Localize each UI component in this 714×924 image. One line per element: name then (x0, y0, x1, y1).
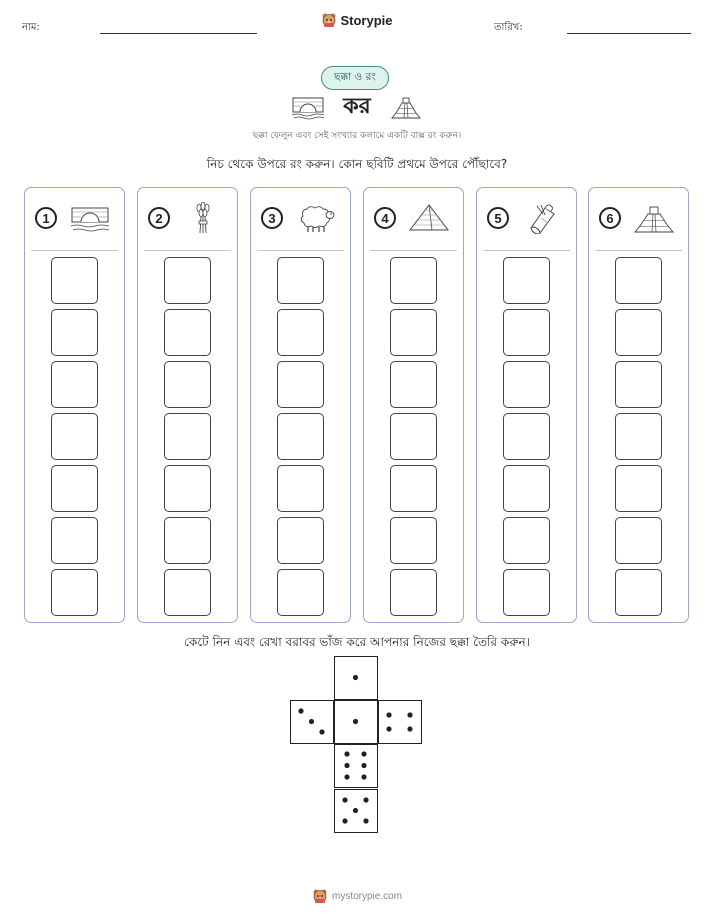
color-box[interactable] (277, 465, 324, 512)
die-face-1 (334, 700, 378, 744)
column-divider (370, 250, 457, 251)
pyramid-icon (408, 202, 450, 234)
column-divider (144, 250, 231, 251)
color-box[interactable] (503, 309, 550, 356)
color-box[interactable] (615, 517, 662, 564)
die-face-6 (334, 744, 378, 788)
color-box[interactable] (390, 413, 437, 460)
date-field[interactable] (567, 33, 691, 34)
color-box[interactable] (390, 569, 437, 616)
step-pyramid-icon (389, 94, 423, 120)
column-number: 6 (599, 207, 621, 229)
color-box[interactable] (615, 413, 662, 460)
column-4 (363, 187, 464, 623)
column-divider (483, 250, 570, 251)
color-box[interactable] (51, 517, 98, 564)
column-number: 4 (374, 207, 396, 229)
activity-badge: ছক্কা ও রং (321, 66, 389, 90)
color-box[interactable] (615, 569, 662, 616)
name-label: নাম: (22, 22, 40, 33)
color-box[interactable] (164, 361, 211, 408)
color-box[interactable] (503, 413, 550, 460)
die-net (290, 656, 426, 836)
die-face-3 (290, 700, 334, 744)
die-face-1 (334, 656, 378, 700)
die-face-2 (378, 700, 422, 744)
color-box[interactable] (51, 309, 98, 356)
color-box[interactable] (51, 465, 98, 512)
color-box[interactable] (164, 517, 211, 564)
stone-bridge-icon (69, 202, 111, 234)
column-3 (250, 187, 351, 623)
color-box[interactable] (503, 465, 550, 512)
column-6 (588, 187, 689, 623)
color-box[interactable] (503, 257, 550, 304)
instruction: নিচ থেকে উপরে রং করুন। কোন ছবিটি প্রথমে উপরে পৌঁছাবে? (206, 157, 508, 171)
column-2 (137, 187, 238, 623)
column-number: 2 (148, 207, 170, 229)
color-box[interactable] (277, 361, 324, 408)
color-box[interactable] (615, 465, 662, 512)
color-box[interactable] (51, 413, 98, 460)
color-box[interactable] (277, 257, 324, 304)
page-title: কর (343, 93, 371, 119)
color-box[interactable] (390, 361, 437, 408)
stone-bridge-icon (291, 94, 325, 120)
step-pyramid-icon (633, 202, 675, 234)
color-box[interactable] (277, 413, 324, 460)
color-box[interactable] (164, 309, 211, 356)
color-box[interactable] (164, 465, 211, 512)
subtitle: ছক্কা ফেলুন এবং সেই সংখ্যার কলামে একটি বাক্স রং করুন। (252, 131, 462, 141)
color-box[interactable] (51, 569, 98, 616)
color-box[interactable] (164, 257, 211, 304)
column-5 (476, 187, 577, 623)
column-divider (257, 250, 344, 251)
color-box[interactable] (615, 257, 662, 304)
sheep-icon (295, 202, 337, 234)
color-box[interactable] (390, 309, 437, 356)
brand-name: Storypie (340, 12, 393, 28)
color-box[interactable] (503, 517, 550, 564)
color-box[interactable] (164, 569, 211, 616)
scroll-icon (521, 202, 563, 234)
color-box[interactable] (390, 517, 437, 564)
color-box[interactable] (390, 257, 437, 304)
footer (0, 888, 714, 904)
color-box[interactable] (277, 517, 324, 564)
wheat-bundle-icon (182, 202, 224, 234)
cut-instruction: কেটে নিন এবং রেখা বরাবর ভাঁজ করে আপনার নিজের ছক্কা তৈরি করুন। (184, 635, 530, 649)
color-box[interactable] (51, 361, 98, 408)
column-1 (24, 187, 125, 623)
color-box[interactable] (615, 361, 662, 408)
color-box[interactable] (277, 569, 324, 616)
name-field[interactable] (100, 33, 257, 34)
column-number: 3 (261, 207, 283, 229)
column-divider (31, 250, 118, 251)
color-box[interactable] (390, 465, 437, 512)
column-divider (595, 250, 682, 251)
brand (0, 12, 714, 28)
footer-url[interactable]: mystorypie.com (331, 890, 402, 902)
color-box[interactable] (51, 257, 98, 304)
die-face-5 (334, 789, 378, 833)
date-label: তারিখ: (494, 22, 523, 33)
column-number: 5 (487, 207, 509, 229)
column-number: 1 (35, 207, 57, 229)
color-box[interactable] (503, 361, 550, 408)
color-box[interactable] (615, 309, 662, 356)
title-row (0, 92, 714, 122)
color-box[interactable] (164, 413, 211, 460)
bear-mascot-icon (312, 888, 328, 904)
bear-mascot-icon (321, 12, 337, 28)
color-box[interactable] (503, 569, 550, 616)
color-box[interactable] (277, 309, 324, 356)
